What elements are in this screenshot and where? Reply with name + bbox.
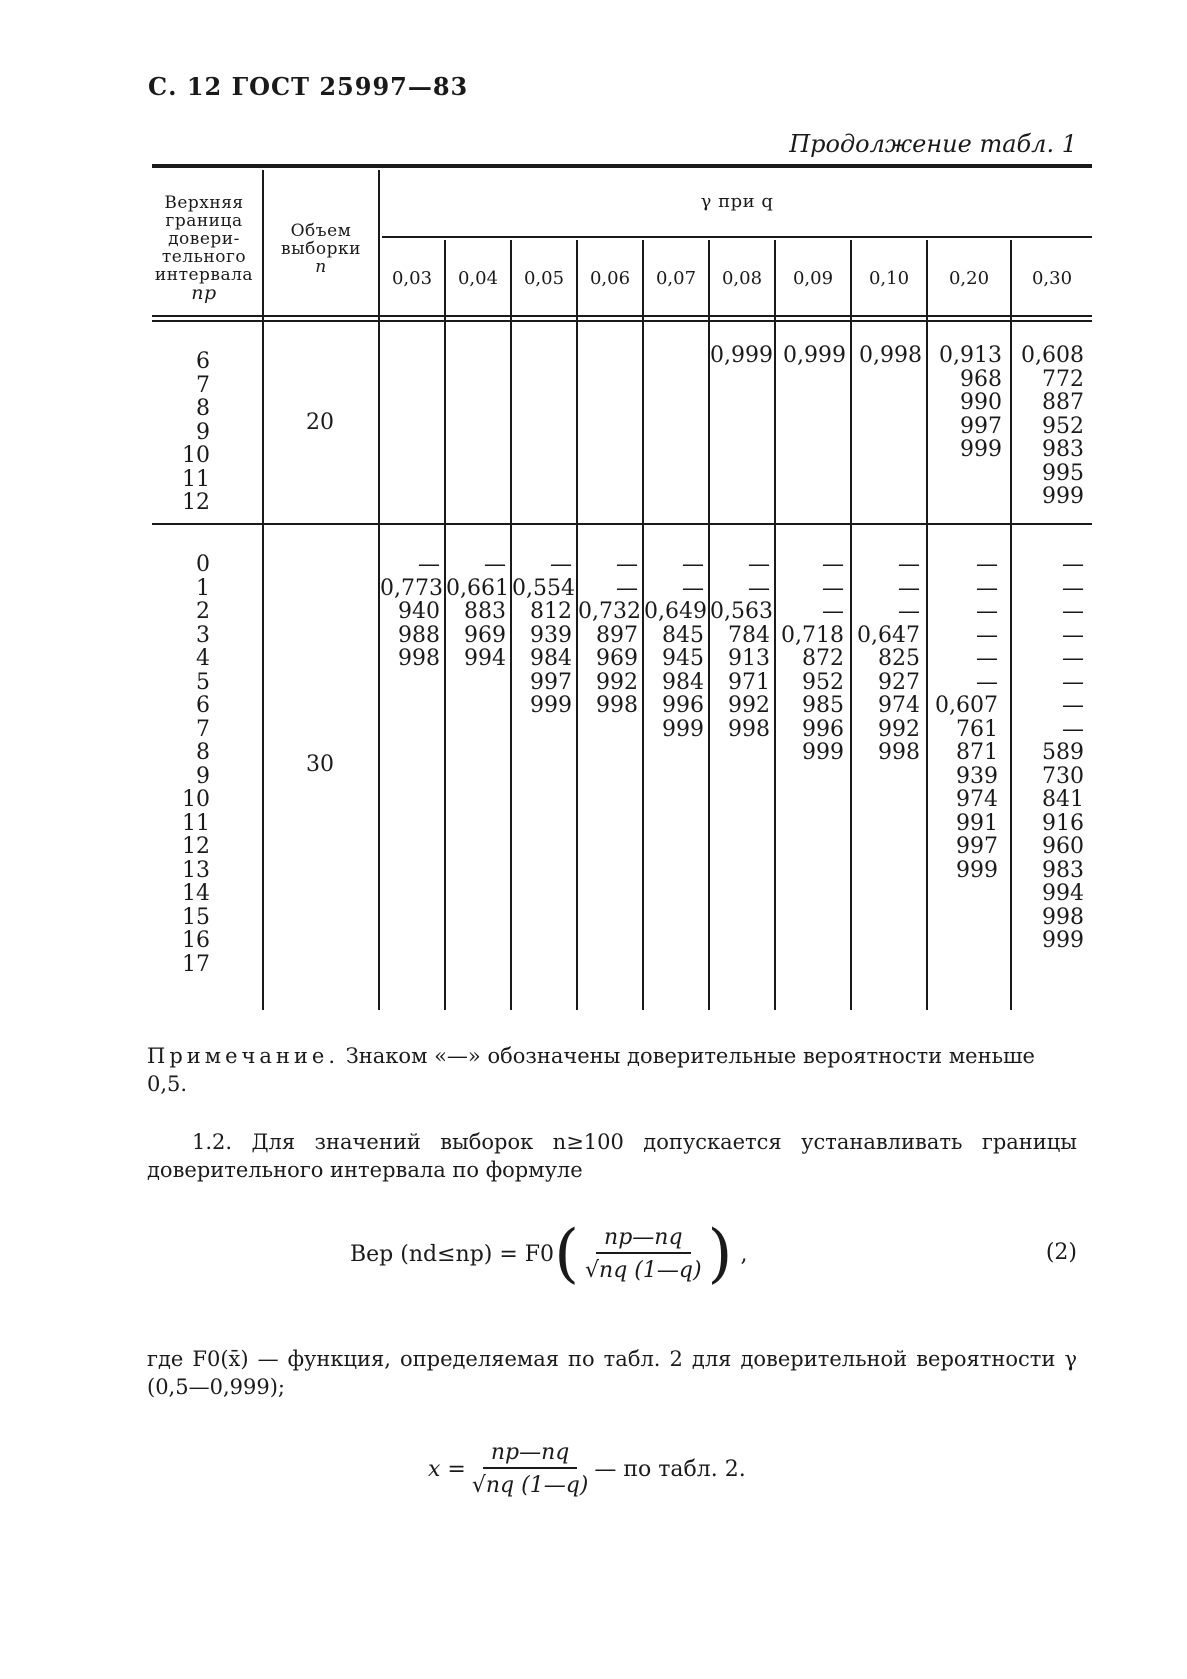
q-header: 0,10 (868, 268, 910, 289)
block-np-column: 0 1 2 3 4 5 6 7 8 9 10 11 12 13 14 15 16 17 (182, 552, 210, 977)
fraction-numerator: np—nq (483, 1440, 578, 1469)
formula-tail: — по табл. 2. (594, 1456, 746, 1482)
q-header: 0,08 (721, 268, 763, 289)
q-header: 0,05 (523, 268, 565, 289)
q-header: 0,04 (457, 268, 499, 289)
equation-number: (2) (1045, 1240, 1077, 1265)
block-value-column: — 0,554 812 939 984 997 999 (512, 552, 575, 718)
q-header: 0,20 (948, 268, 990, 289)
block-value-column: — — 0,732 897 969 992 998 (578, 552, 641, 718)
block-value-column: — — — — — — 0,607 761 871 939 974 991 997 999 (935, 552, 998, 883)
fraction (585, 1225, 702, 1283)
block-n-value: 20 (306, 410, 334, 435)
col-np-header: Верхняя граница довери- тельного интервала np (154, 193, 254, 304)
table-caption: Продолжение табл. 1 (789, 130, 1077, 158)
block-value-column: — — 0,563 784 913 971 992 998 (710, 552, 773, 742)
page-header: С. 12 ГОСТ 25997—83 (148, 72, 469, 101)
paren-open: ( (554, 1217, 580, 1291)
fraction-numerator: np—nq (596, 1225, 691, 1254)
block-value-column: 0,913 968 990 997 999 (939, 343, 1002, 462)
block-value-column: 0,998 (859, 343, 922, 368)
formula-lhs: Вер (nd≤np) = F0 (350, 1241, 555, 1267)
fraction (472, 1440, 589, 1498)
block-value-column: 0,999 (710, 343, 773, 368)
block-value-column: — — 0,649 845 945 984 996 999 (644, 552, 707, 742)
table-top-rule (152, 164, 1092, 168)
block-value-column: — — — — — — — — 589 730 841 916 960 983 994 998 999 (1042, 552, 1084, 953)
block-value-column: — — — 0,647 825 927 974 992 998 (857, 552, 920, 765)
gamma-underline (382, 236, 1092, 238)
fraction-denominator: √nq (1—q) (471, 1473, 589, 1498)
paren-close: ) (707, 1217, 733, 1291)
fraction-denominator: √nq (1—q) (585, 1258, 702, 1283)
block-value-column: — — — 0,718 872 952 985 996 999 (781, 552, 844, 765)
gamma-header: γ при q (700, 191, 774, 212)
block-value-column: 0,999 (783, 343, 846, 368)
q-header: 0,03 (391, 268, 433, 289)
header-bottom-rule-2 (152, 320, 1092, 322)
block-value-column: — 0,773 940 988 998 (380, 552, 443, 671)
block-value-column: — 0,661 883 969 994 (446, 552, 509, 671)
paragraph-1-2: 1.2. Для значений выборок n≥100 допускается устанавливать границы доверительного интервала по формуле (147, 1130, 1077, 1182)
block-separator (152, 523, 1092, 525)
q-header: 0,07 (655, 268, 697, 289)
formula-2 (350, 1217, 748, 1291)
col-divider (262, 170, 264, 1010)
q-header: 0,30 (1031, 268, 1073, 289)
formula-tail: , (740, 1241, 748, 1267)
q-header: 0,06 (589, 268, 631, 289)
col-n-header: Объем выборки n (281, 221, 361, 277)
formula-lhs: x = (428, 1456, 466, 1482)
table-note: Примечание. Знаком «—» обозначены доверительные вероятности меньше 0,5. (147, 1044, 1035, 1096)
block-value-column: 0,608 772 887 952 983 995 999 (1021, 343, 1084, 509)
q-header: 0,09 (792, 268, 834, 289)
formula-x (428, 1440, 746, 1498)
header-bottom-rule (152, 315, 1092, 317)
block-np-column: 6 7 8 9 10 11 12 (182, 349, 210, 515)
block-n-value: 30 (306, 752, 334, 777)
where-clause: где F0(x̄) — функция, определяемая по табл. 2 для доверительной вероятности γ (0,5—0,999); (147, 1347, 1077, 1399)
